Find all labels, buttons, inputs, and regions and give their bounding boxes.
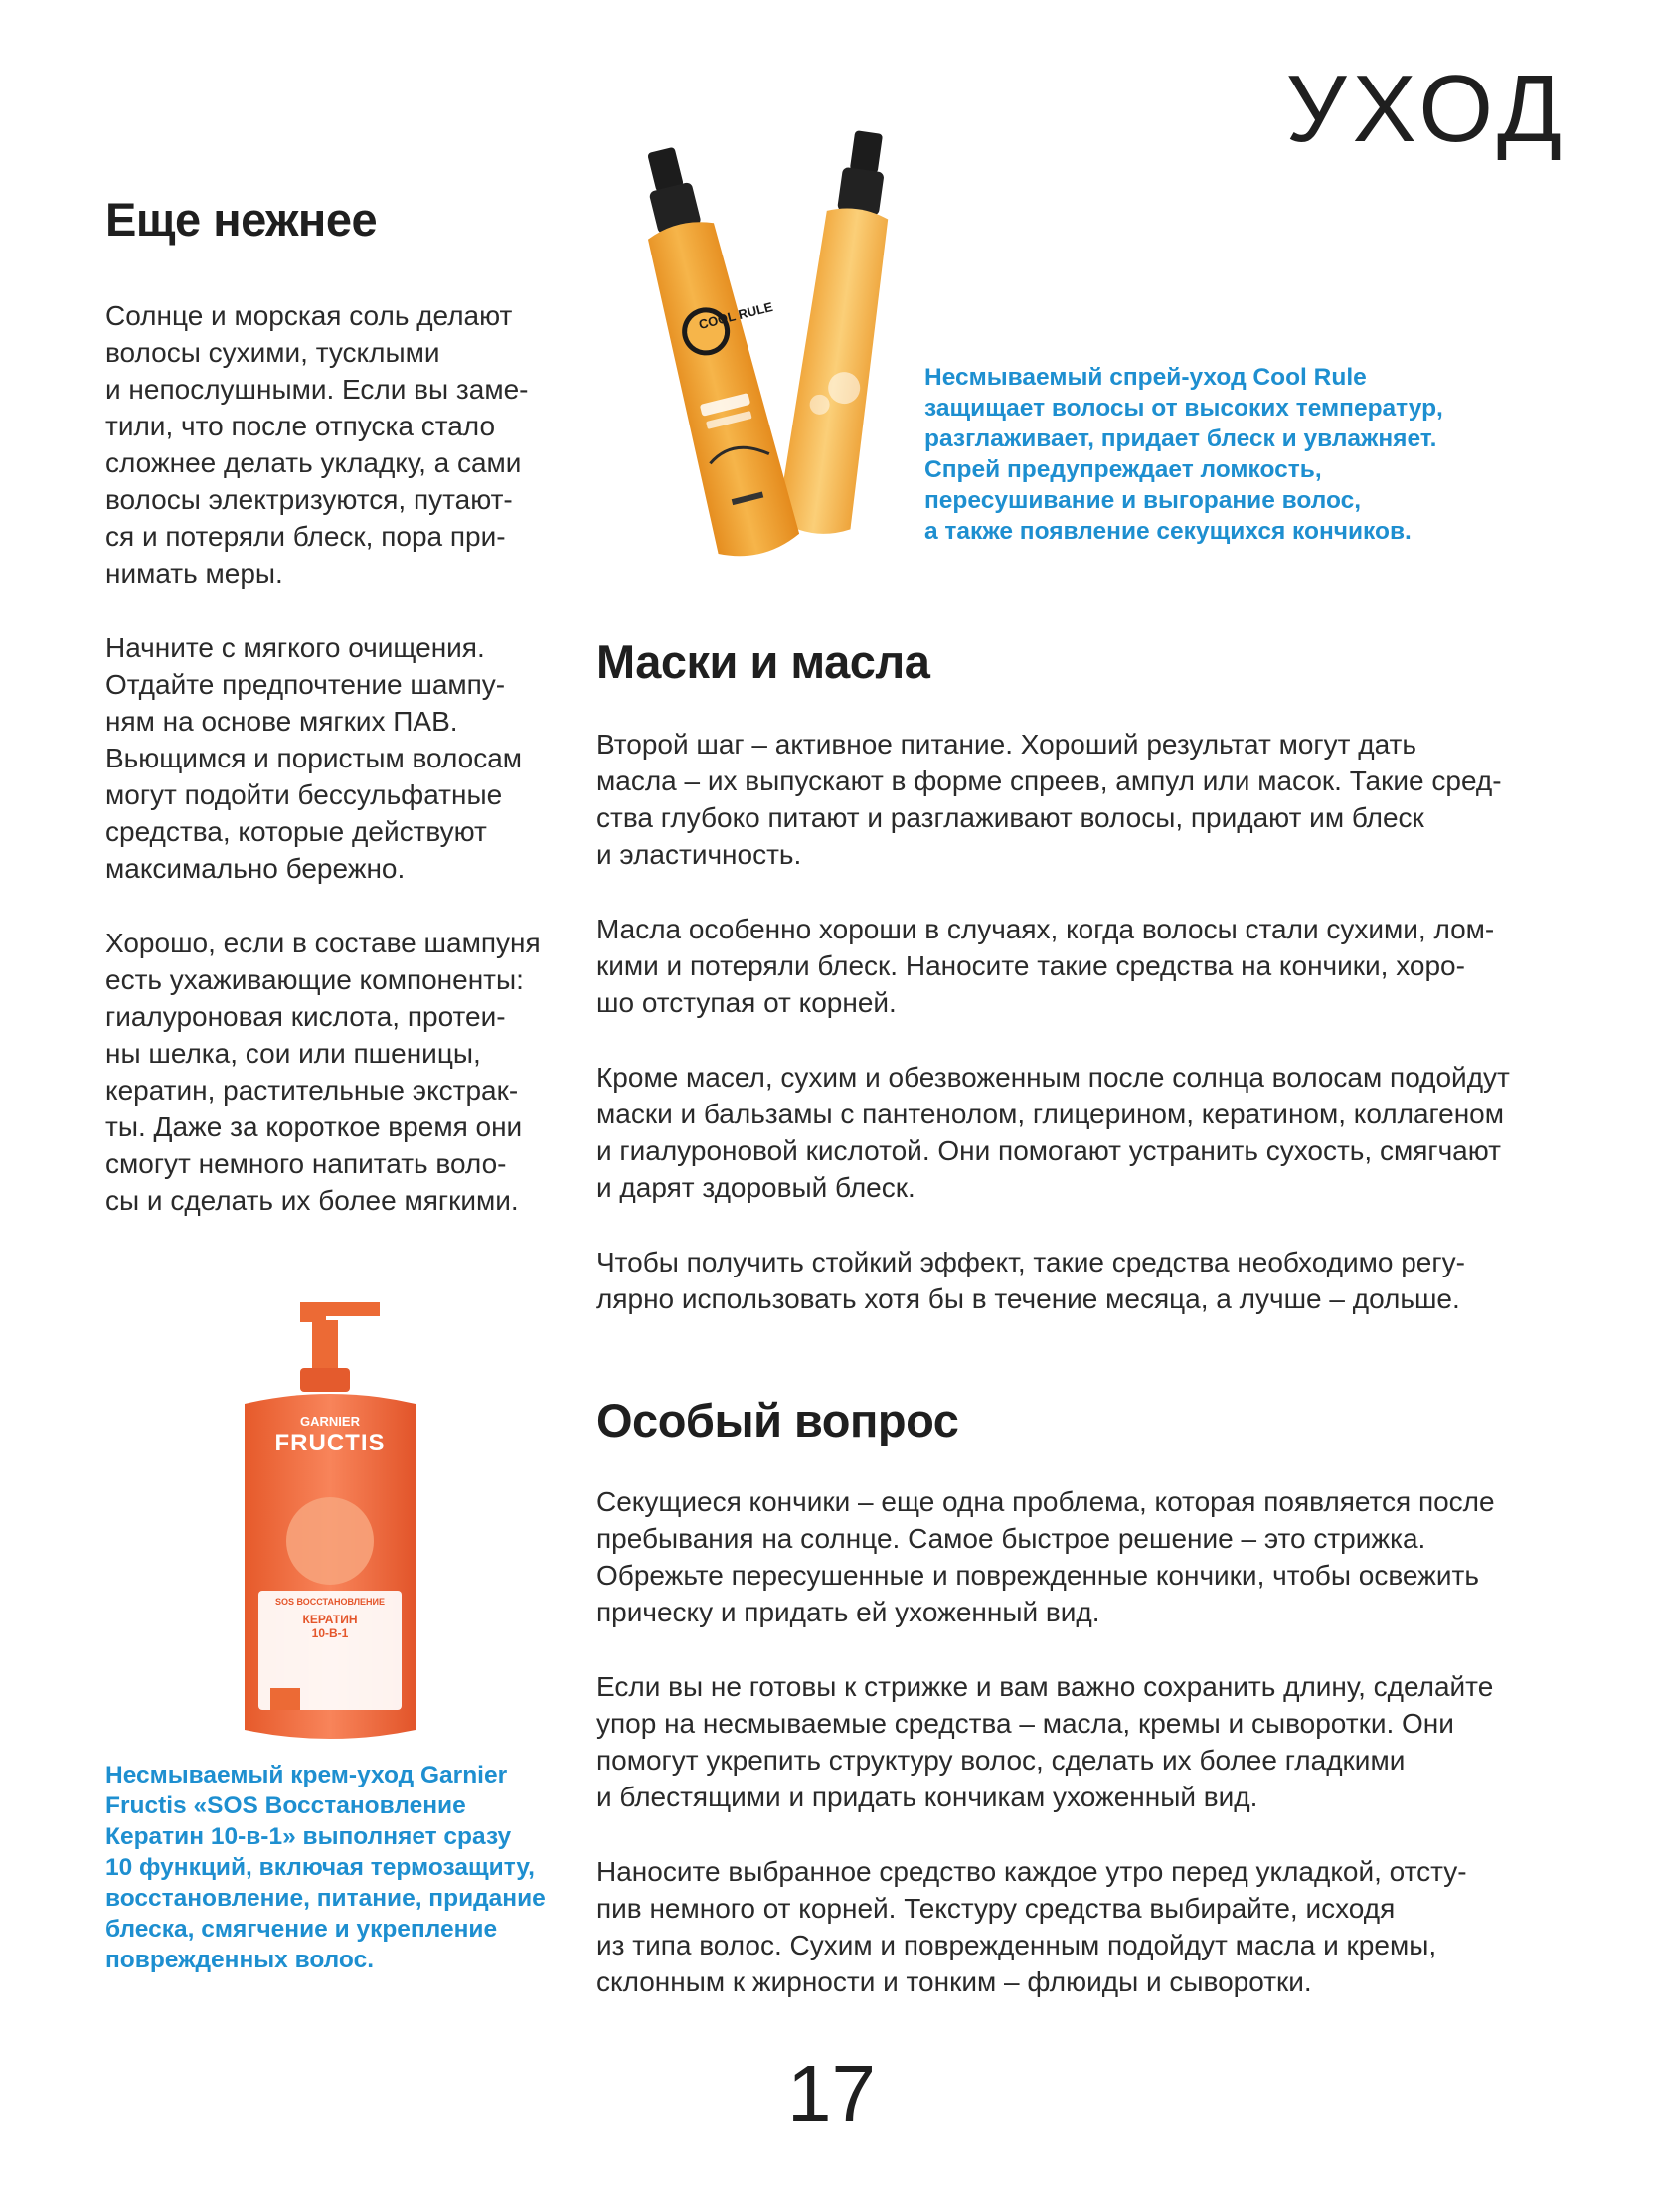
special-paragraph-3: Наносите выбранное средство каждое утро перед укладкой, отсту- пив немного от корней. Текстуру средства выбирайте, исходя из типа волос. Сухим и поврежденным подойдут масла и кремы, склонным к жирности и тонким – флюиды и сыворотки. bbox=[596, 1856, 1467, 1998]
masks-paragraph-2: Масла особенно хороши в случаях, когда волосы стали сухими, лом- кими и потеряли блеск. Наносите такие средства на кончики, хоро- шо отступая от корней. bbox=[596, 913, 1495, 1018]
spray-caption: Несмываемый спрей-уход Cool Rule защищает волосы от высоких температур, разглаживает, придает блеск и увлажняет. Спрей предупреждает ломкость, пересушивание и выгорание волос, а также появление секущихся кончиков. bbox=[924, 364, 1443, 545]
section-special-question bbox=[596, 1395, 1551, 2001]
section-masks-title: Маски и масла bbox=[596, 635, 930, 688]
pump-bottle-illustration bbox=[231, 1292, 429, 1750]
spray-bottles-illustration bbox=[616, 119, 934, 577]
cream-label-brand: GARNIER bbox=[300, 1414, 360, 1429]
special-paragraph-1: Секущиеся кончики – еще одна проблема, которая появляется после пребывания на солнце. Самое быстрое решение – это стрижка. Обрежьте пересушенные и поврежденные кончики, чтобы освежить прическу и придать ей ухоженный вид. bbox=[596, 1486, 1495, 1628]
left-paragraph-1: Солнце и морская соль делают волосы сухими, тусклыми и непослушными. Если вы заме- тили, что после отпуска стало сложнее делать укладку, а сами волосы электризуются, путают- ся и потеряли блеск, пора при- нимать меры. bbox=[105, 299, 529, 589]
spray-brand-label: COOL RULE bbox=[697, 298, 775, 333]
section-tag: УХОД bbox=[1285, 56, 1568, 162]
cream-label-line: FRUCTIS bbox=[274, 1430, 386, 1456]
page-number: 17 bbox=[787, 2049, 876, 2137]
masks-paragraph-3: Кроме масел, сухим и обезвоженным после солнца волосам подойдут маски и бальзамы с пантенолом, глицерином, кератином, коллагеном и гиалуроновой кислотой. Они помогают устранить сухость, смягчают и дарят здоровый блеск. bbox=[596, 1061, 1510, 1203]
masks-paragraph-1: Второй шаг – активное питание. Хороший результат могут дать масла – их выпускают в форме спреев, ампул или масок. Такие сред- ства глубоко питают и разглаживают волосы, придают им блеск и эластичность. bbox=[596, 728, 1502, 870]
cream-label-product: SOS ВОССТАНОВЛЕНИЕ bbox=[274, 1597, 386, 1607]
left-paragraph-3: Хорошо, если в составе шампуня есть ухаживающие компоненты: гиалуроновая кислота, протеи- ны шелка, сои или пшеницы, кератин, растительные экстрак- ты. Даже за короткое время они смогут немного напитать воло- сы и сделать их более мягкими. bbox=[105, 927, 541, 1216]
section-masks-oils bbox=[596, 636, 1551, 1317]
spray-product-image bbox=[616, 119, 934, 577]
cream-product-image bbox=[231, 1292, 429, 1750]
cream-caption: Несмываемый крем-уход Garnier Fructis «SOS Восстановление Кератин 10-в-1» выполняет сразу 10 функций, включая термозащиту, восстановление, питание, придание блеска, смягчение и укрепление поврежденных волос. bbox=[105, 1762, 546, 1973]
left-paragraph-2: Начните с мягкого очищения. Отдайте предпочтение шампу- ням на основе мягких ПАВ. Вьющимся и пористым волосам могут подойти бессульфатные средства, которые действуют максимально бережно. bbox=[105, 631, 523, 884]
left-title: Еще нежнее bbox=[105, 193, 378, 246]
cream-label-sub: КЕРАТИН 10-В-1 bbox=[302, 1613, 358, 1640]
masks-paragraph-4: Чтобы получить стойкий эффект, такие средства необходимо регу- лярно использовать хотя бы в течение месяца, а лучше – дольше. bbox=[596, 1246, 1465, 1314]
left-column bbox=[105, 194, 573, 1257]
section-special-title: Особый вопрос bbox=[596, 1393, 959, 1446]
special-paragraph-2: Если вы не готовы к стрижке и вам важно сохранить длину, сделайте упор на несмываемые средства – масла, кремы и сыворотки. Они помогут укрепить структуру волос, сделать их более гладкими и блестящими и придать кончикам ухоженный вид. bbox=[596, 1671, 1494, 1813]
right-column bbox=[596, 636, 1551, 2078]
